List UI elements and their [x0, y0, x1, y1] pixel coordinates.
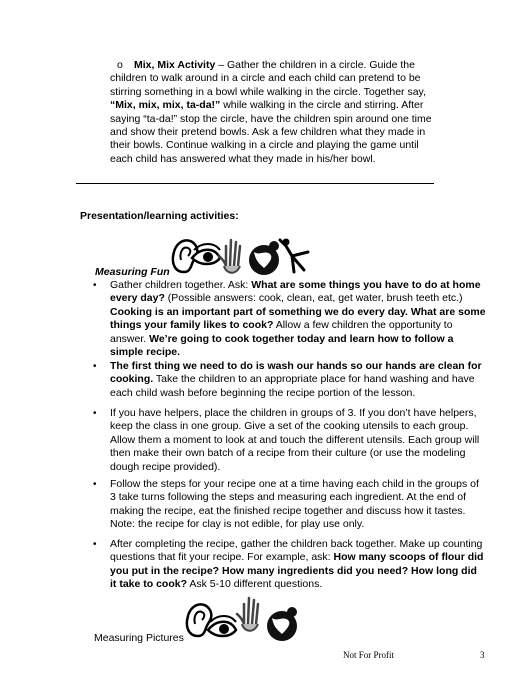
- bullet-dot: •: [93, 479, 97, 490]
- bullet-1-bold-3: We’re going to cook together today and learn how to follow a simple recipe.: [110, 332, 454, 359]
- measuring-pictures-icons: [182, 594, 306, 642]
- bullet-dot: •: [93, 408, 97, 419]
- bullet-1-text-1: Gather children together. Ask:: [110, 279, 252, 291]
- bullet-1-text-3: Allow a few children the opportunity to answer.: [110, 319, 453, 345]
- globe-head-icon: [267, 607, 297, 641]
- measuring-fun-icons: [168, 232, 318, 280]
- bullet-dot: •: [93, 539, 97, 550]
- bullet-1-bold-1: What are some things you have to do at home every day?: [110, 279, 481, 305]
- globe-head-icon: [249, 241, 279, 275]
- bullet-1-bold-2: Cooking is an important part of something we do every day. What are some things your family likes to cook?: [110, 305, 486, 332]
- mix-activity-title: Mix, Mix Activity: [134, 59, 216, 71]
- bullet-item-3: [93, 407, 486, 474]
- mix-activity-chant: “Mix, mix, mix, ta-da!”: [110, 99, 221, 112]
- bullet-dot: •: [93, 280, 97, 291]
- sub-bullet-marker: o: [117, 59, 123, 71]
- footer-not-for-profit: Not For Profit: [343, 650, 395, 660]
- bullet-3-text-1: If you have helpers, place the children in groups of 3. If you don’t have helpers, keep the class in one group. Give a set of the cooking utensils to each group. Allow them a moment to look at and touch the different utensils. Each group will then make their own batch of a recipe from their culture (or use the modeling dough recipe provided).: [110, 407, 480, 473]
- bullet-2-text-1: Take the children to an appropriate place for hand washing and have each child wash before beginning the recipe portion of the lesson.: [110, 373, 475, 399]
- bullet-5-text-1: After completing the recipe, gather the children back together. Make up counting questions that fit your recipe. For example, ask:: [110, 538, 483, 564]
- page-number: 3: [480, 650, 485, 660]
- mix-activity-text-1: – Gather the children in a circle. Guide the children to walk around in a circle and each child can pretend to be stirring something in a bowl while walking in the circle. Together say,: [110, 59, 426, 98]
- horizontal-rule: [76, 183, 434, 184]
- mix-activity-text-2: while walking in the circle and stirring. After saying “ta-da!” stop the circle, have the children spin around one time and show their pretend bowls. Ask a few children what they made in their bowls. Continue walking in a circle and playing the game until each child has answered what they made in his/her bowl.: [110, 99, 432, 165]
- eye-icon: [208, 616, 236, 636]
- bullet-item-4: [93, 478, 486, 532]
- bullet-1-text-2: (Possible answers: cook, clean, eat, get water, brush teeth etc.): [164, 292, 463, 305]
- bullet-item-2: [93, 360, 486, 400]
- measuring-fun-label: Measuring Fun: [95, 266, 170, 278]
- section-heading: Presentation/learning activities:: [80, 210, 239, 222]
- eye-icon: [192, 244, 220, 264]
- bullet-item-5: [93, 538, 486, 592]
- bullet-dot: •: [93, 361, 97, 372]
- bullet-5-text-2: Ask 5-10 different questions.: [187, 578, 323, 591]
- mix-activity-paragraph: [110, 59, 440, 166]
- hand-icon: [237, 598, 258, 631]
- hand-icon: [219, 240, 240, 273]
- bullet-4-text-1: Follow the steps for your recipe one at a time having each child in the groups of 3 take turns following the steps and measuring each ingredient. At the end of making the recipe, eat the finished recipe together and discuss how it tastes. Note: the recipe for clay is not edible, for play use only.: [110, 478, 479, 531]
- bullet-item-1: [93, 279, 486, 359]
- measuring-pictures-label: Measuring Pictures: [94, 632, 184, 644]
- bullet-5-bold-1: How many scoops of flour did you put in the recipe? How many ingredients did you need? How long did it take to cook?: [110, 551, 484, 591]
- stretching-figure-icon: [280, 239, 308, 273]
- bullet-2-bold-1: The first thing we need to do is wash our hands so our hands are clean for cooking.: [110, 360, 482, 386]
